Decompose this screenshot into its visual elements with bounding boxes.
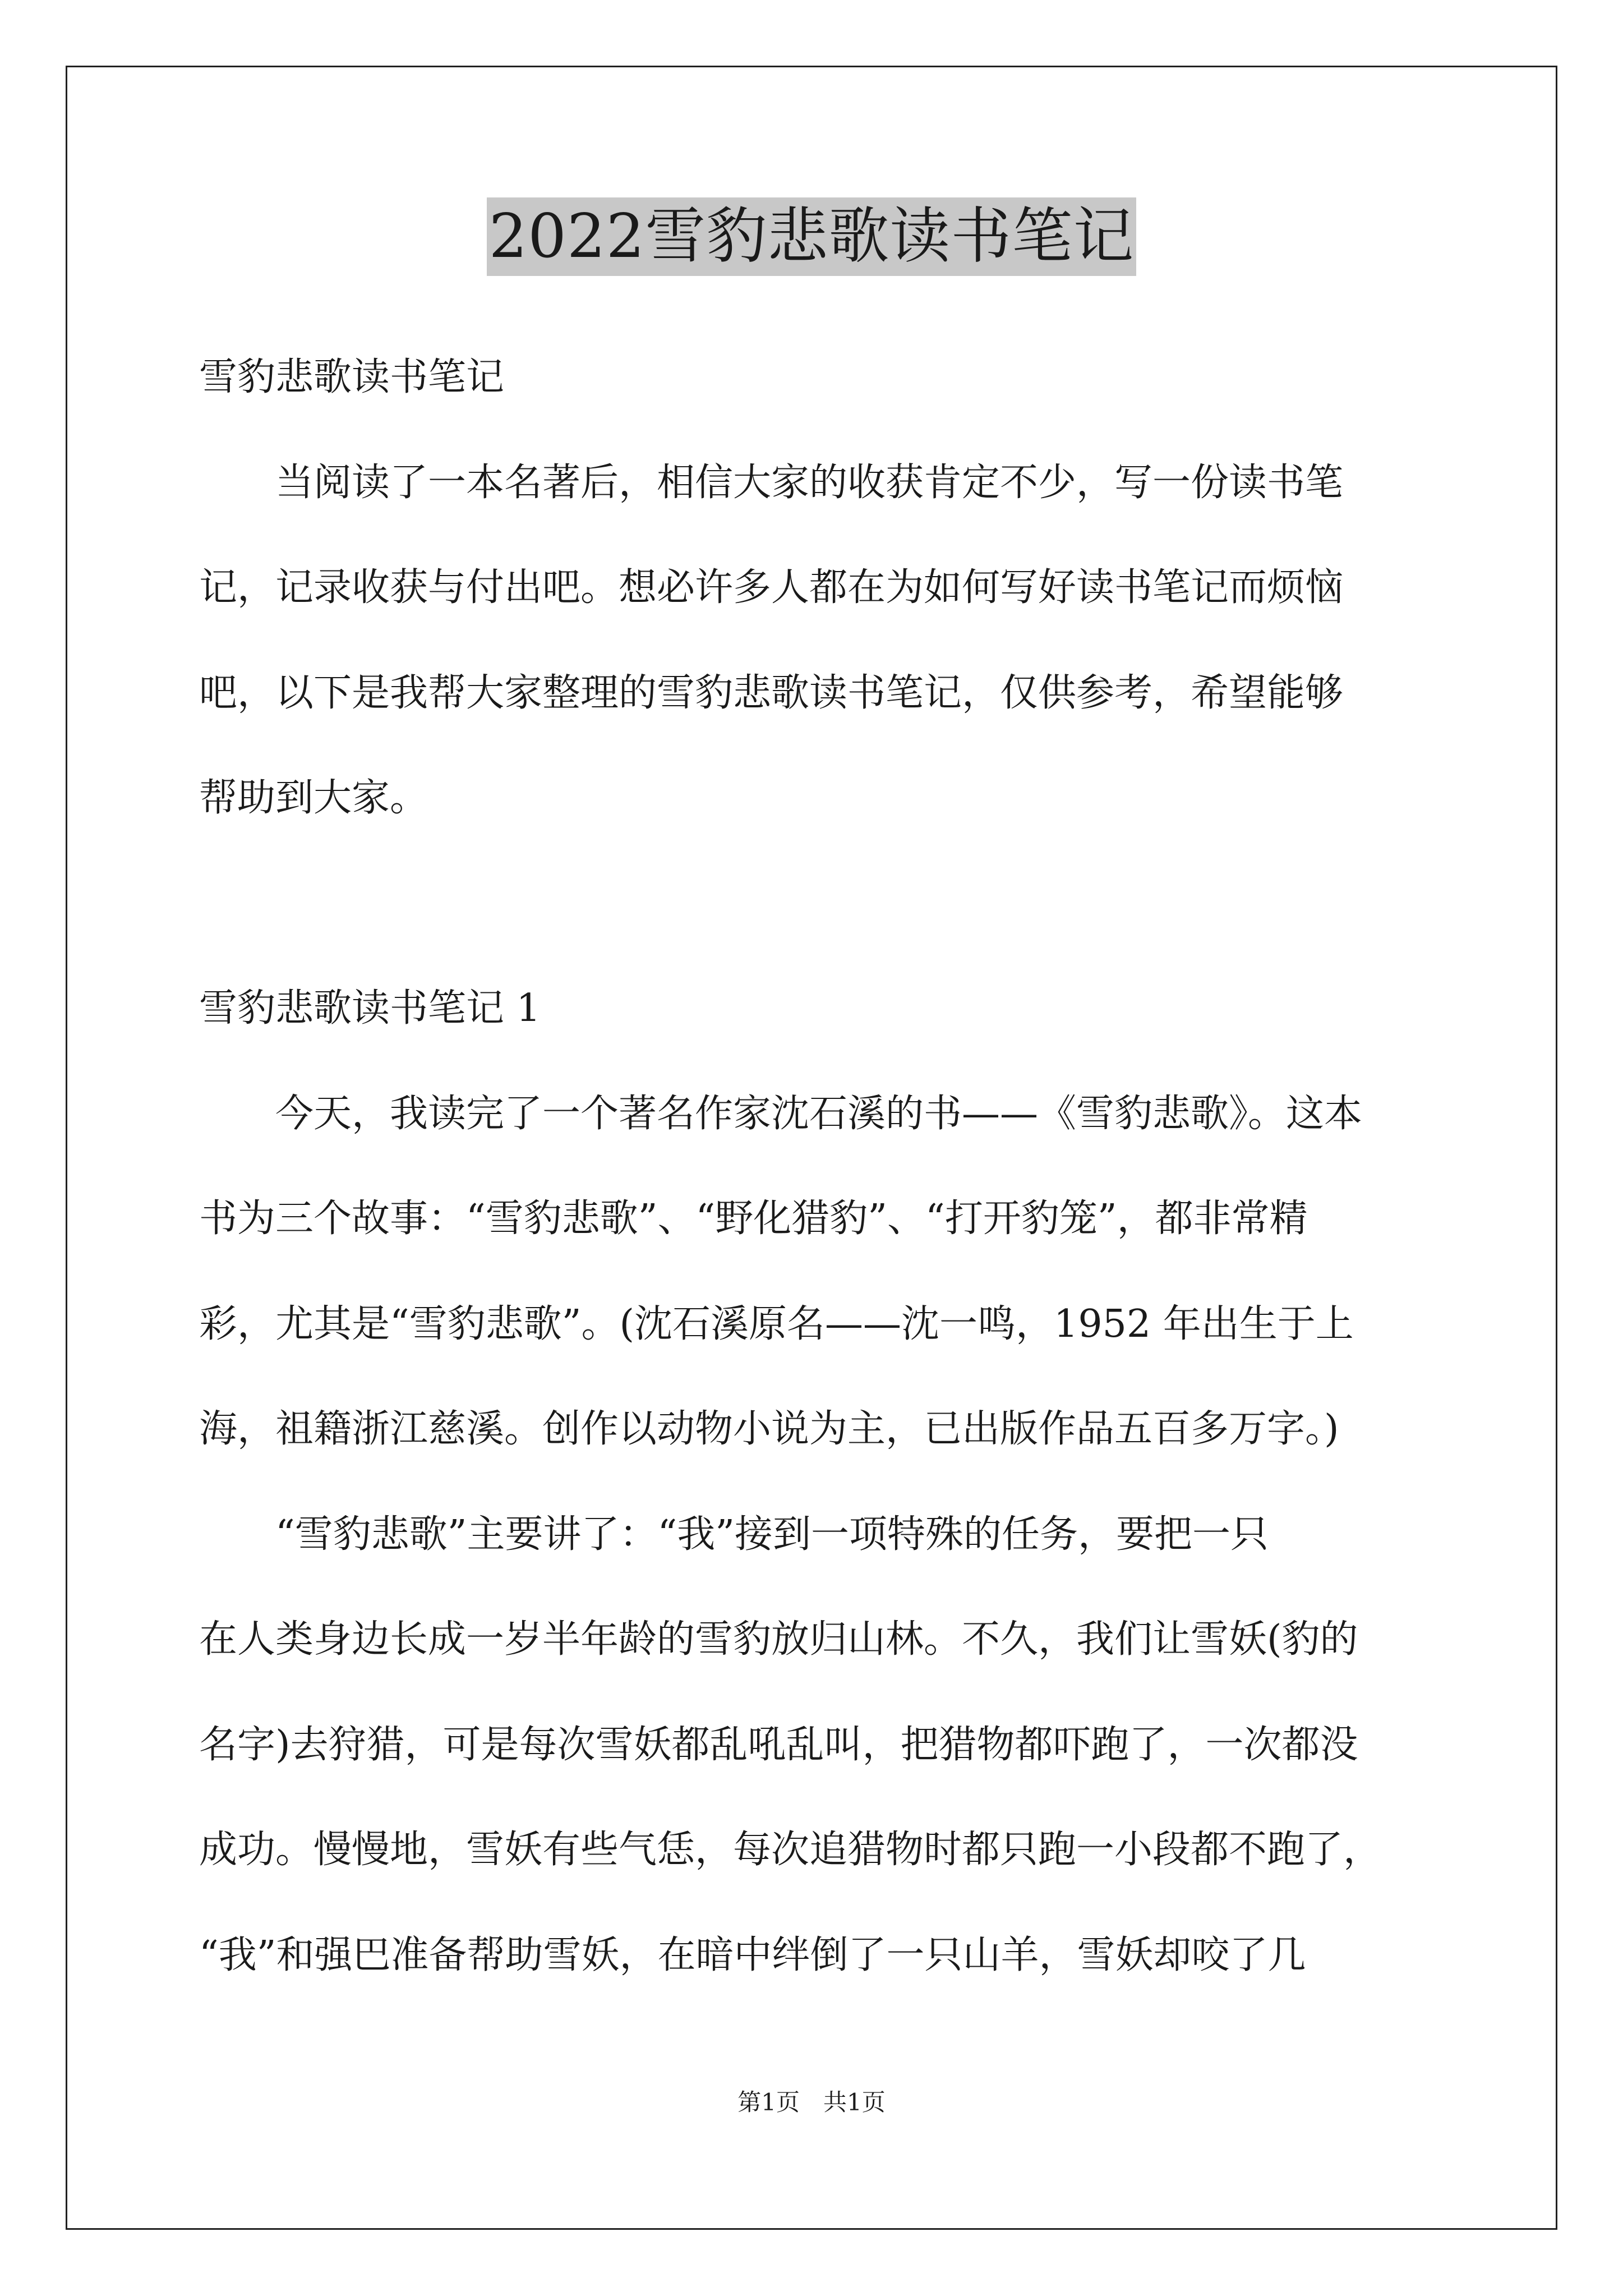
intro-line: 当阅读了一本名著后，相信大家的收获肯定不少，写一份读书笔 — [199, 461, 1344, 505]
body-line: 成功。慢慢地，雪妖有些气恁，每次追猎物时都只跑一小段都不跑了， — [199, 1828, 1382, 1872]
intro-line: 吧，以下是我帮大家整理的雪豹悲歌读书笔记，仅供参考，希望能够 — [199, 671, 1344, 715]
intro-line: 记，记录收获与付出吧。想必许多人都在为如何写好读书笔记而烦恼 — [199, 565, 1344, 610]
document-title: 2022雪豹悲歌读书笔记 — [487, 197, 1137, 276]
intro-line: 帮助到大家。 — [199, 776, 428, 820]
document-subtitle: 雪豹悲歌读书笔记 — [199, 355, 505, 399]
body-line: 今天，我读完了一个著名作家沈石溪的书——《雪豹悲歌》。这本 — [199, 1092, 1363, 1136]
page-footer: 第1页 共1页 — [737, 2088, 886, 2116]
body-line: 彩，尤其是“雪豹悲歌”。(沈石溪原名——沈一鸣，1952 年出生于上 — [199, 1302, 1354, 1346]
body-line: 名字)去狩猎，可是每次雪妖都乱吼乱叫，把猎物都吓跑了，一次都没 — [199, 1723, 1358, 1767]
section-heading: 雪豹悲歌读书笔记 1 — [199, 986, 541, 1030]
body-line: 海，祖籍浙江慈溪。创作以动物小说为主，已出版作品五百多万字。) — [199, 1407, 1339, 1451]
body-line: “雪豹悲歌”主要讲了：“我”接到一项特殊的任务，要把一只 — [199, 1512, 1269, 1557]
body-line: “我”和强巴准备帮助雪妖，在暗中绊倒了一只山羊，雪妖却咬了几 — [199, 1933, 1306, 1977]
title-container — [0, 197, 1623, 276]
body-line: 在人类身边长成一岁半年龄的雪豹放归山林。不久，我们让雪妖(豹的 — [199, 1617, 1358, 1662]
body-line: 书为三个故事：“雪豹悲歌”、“野化猎豹”、“打开豹笼”，都非常精 — [199, 1197, 1308, 1241]
